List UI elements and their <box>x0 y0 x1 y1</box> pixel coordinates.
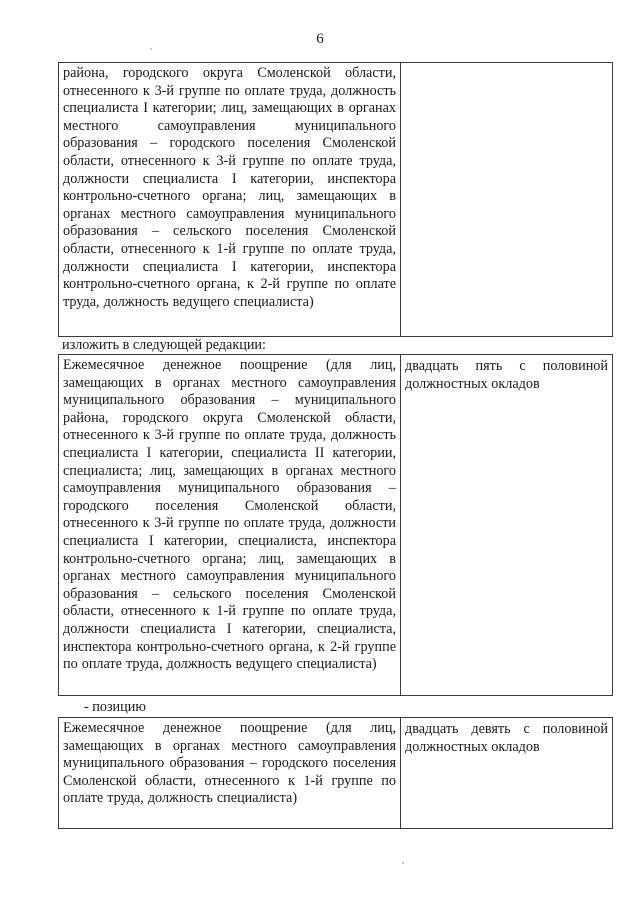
table-cell-description <box>59 63 401 337</box>
table-cell-description <box>59 355 401 696</box>
page-number: 6 <box>316 31 324 47</box>
new-edition-table <box>58 354 613 696</box>
position-text: - позицию <box>84 699 146 715</box>
table-row <box>59 718 613 829</box>
scan-speck <box>150 48 152 50</box>
continued-table <box>58 62 613 337</box>
table-cell-amount <box>401 63 613 337</box>
cell-text: района, городского округа Смоленской области, отнесенного к 3-й группе по оплате труда, должность специалиста I категории; лиц, замещающих в органах местного самоуправления муниципального образования – городского поселения Смоленской области, отнесенного к 3-й группе по оплате труда, должности специалиста I категории, инспектора контрольно-счетного органа; лиц, замещающих в органах местного самоуправления муниципального образования – сельского поселения Смоленской области, отнесенного к 1-й группе по оплате труда, должности специалиста I категории, инспектора контрольно-счетного органа, к 2-й группе по оплате труда, должность ведущего специалиста) <box>63 65 396 310</box>
table-cell-amount <box>401 355 613 696</box>
table-cell-amount <box>401 718 613 829</box>
table-row <box>59 355 613 696</box>
position-table <box>58 717 613 829</box>
cell-text: двадцать пять с половиной должностных окладов <box>405 358 608 392</box>
cell-text: Ежемесячное денежное поощрение (для лиц, замещающих в органах местного самоуправления муниципального образования – городского поселения Смоленской области, отнесенного к 1-й группе по оплате труда, должность специалиста) <box>63 720 396 807</box>
cell-text: Ежемесячное денежное поощрение (для лиц, замещающих в органах местного самоуправления муниципального образования – муниципального района, городского округа Смоленской области, отнесенного к 3-й группе по оплате труда, должность специалиста I категории, специалиста II категории, специалиста; лиц, замещающих в органах местного самоуправления муниципального образования – городского поселения Смоленской области, отнесенного к 3-й группе по оплате труда, должности специалиста I категории, специалиста, инспектора контрольно-счетного органа; лиц, замещающих в органах местного самоуправления муниципального образования – сельского поселения Смоленской области, отнесенного к 1-й группе по оплате труда, должности специалиста I категории, специалиста, инспектора контрольно-счетного органа, к 2-й группе по оплате труда, должность ведущего специалиста) <box>63 357 396 673</box>
table-row <box>59 63 613 337</box>
table-cell-description <box>59 718 401 829</box>
cell-text: двадцать девять с половиной должностных окладов <box>405 721 608 755</box>
intro-text: изложить в следующей редакции: <box>62 337 266 353</box>
cell-text <box>401 63 612 66</box>
scan-speck <box>402 862 404 864</box>
